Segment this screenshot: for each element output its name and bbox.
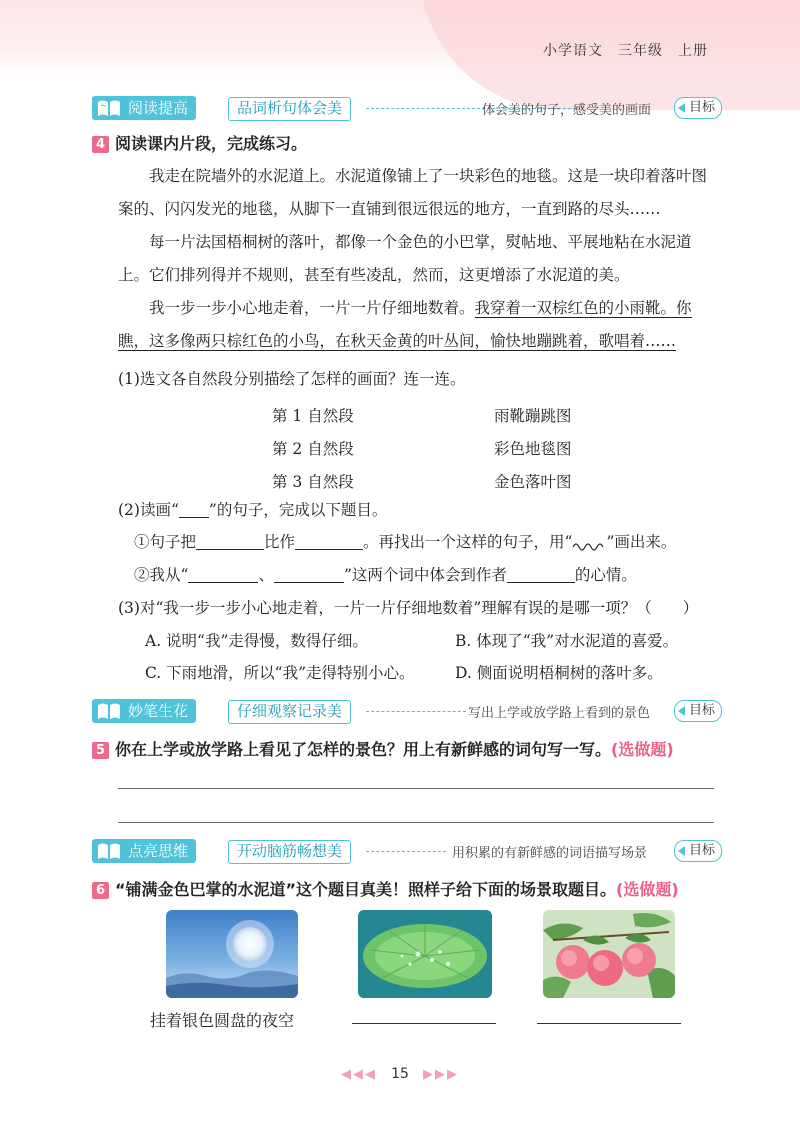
matching-left-column <box>272 400 354 499</box>
passage-paragraph-1: 我走在院墙外的水泥道上。水泥道像铺上了一块彩色的地毯。这是一块印着落叶图案的、闪闪发光的地毯，从脚下一直铺到很远很远的地方，一直到路的尽头…… <box>118 167 708 218</box>
section-tag <box>92 699 196 723</box>
dashed-divider <box>366 851 446 852</box>
goal-text: 用积累的有新鲜感的词语描写场景 <box>452 846 648 861</box>
peach-tree-picture <box>543 910 675 998</box>
section-tag-label: 点亮思维 <box>128 842 189 860</box>
goal-text: 体会美的句子，感受美的画面 <box>482 103 652 118</box>
subquestion-text: ”画出来。 <box>606 533 677 551</box>
subquestion-text: 、 <box>258 566 274 584</box>
match-left-item[interactable]: 第 2 自然段 <box>272 440 354 458</box>
subquestion-2 <box>118 498 387 520</box>
match-left-item[interactable]: 第 1 自然段 <box>272 407 354 425</box>
goal-badge: 目标 <box>674 97 722 119</box>
match-right-item[interactable]: 雨靴蹦跳图 <box>494 407 572 425</box>
question-number: 4 <box>92 136 109 153</box>
question-4-title <box>92 131 307 154</box>
optional-tag: (选做题) <box>611 740 674 759</box>
book-icon <box>96 841 122 861</box>
passage-paragraph-2: 每一片法国梧桐树的落叶，都像一个金色的小巴掌，熨帖地、平展地粘在水泥道上。它们排列得并不规则，甚至有些凌乱，然而，这更增添了水泥道的美。 <box>118 233 692 284</box>
answer-blank[interactable] <box>295 533 363 550</box>
section-tag <box>92 96 196 120</box>
answer-line[interactable] <box>537 1023 681 1024</box>
subquestion-1: (1)选文各自然段分别描绘了怎样的画面？连一连。 <box>118 370 466 388</box>
section-tag <box>92 839 196 863</box>
answer-blank[interactable] <box>188 566 258 583</box>
question-text: “铺满金色巴掌的水泥道”这个题目真美！照样子给下面的场景取题目。 <box>115 880 617 899</box>
lotus-leaf-picture <box>358 910 492 998</box>
matching-right-column <box>494 400 572 499</box>
wavy-line-icon <box>572 539 606 551</box>
passage-sentence: 我一步一步小心地走着，一片一片仔细地数着。 <box>149 299 475 317</box>
subquestion-2-1 <box>134 530 676 552</box>
page-footer <box>0 1066 800 1082</box>
match-left-item[interactable]: 第 3 自然段 <box>272 473 354 491</box>
answer-blank[interactable] <box>196 533 264 550</box>
section-subtitle: 开动脑筋畅想美 <box>228 840 351 864</box>
book-icon <box>96 98 122 118</box>
subquestion-3: (3)对“我一步一步小心地走着，一片一片仔细地数着”理解有误的是哪一项？（ ） <box>118 599 699 617</box>
match-right-item[interactable]: 金色落叶图 <box>494 473 572 491</box>
answer-blank[interactable] <box>507 566 575 583</box>
answer-blank[interactable] <box>274 566 344 583</box>
subquestion-2-text: (2)读画“ <box>118 501 179 519</box>
question-5-title <box>92 737 674 760</box>
dashed-divider <box>366 711 466 712</box>
goal-text: 写出上学或放学路上看到的景色 <box>468 706 651 721</box>
subquestion-text: 的心情。 <box>574 566 637 584</box>
question-number: 6 <box>92 882 109 899</box>
subquestion-2-2 <box>134 563 637 585</box>
page-number: 15 <box>391 1066 409 1082</box>
underlined-sentence: 我穿着一双棕红色的小雨靴。 <box>474 299 677 317</box>
question-6-title <box>92 877 679 900</box>
option-c[interactable]: C. 下雨地滑，所以“我”走得特别小心。 <box>145 664 415 682</box>
subquestion-text: 。再找出一个这样的句子，用“ <box>363 533 573 551</box>
underlined-sentence: 你瞧，这多像两只棕红色的小鸟，在秋天金黄的叶丛间，愉快地蹦跳着，歌唱着…… <box>118 299 692 350</box>
section-subtitle: 品词析句体会美 <box>228 97 351 121</box>
option-d[interactable]: D. 侧面说明梧桐树的落叶多。 <box>455 664 663 682</box>
goal-badge: 目标 <box>674 840 722 862</box>
section-subtitle: 仔细观察记录美 <box>228 700 351 724</box>
answer-line[interactable] <box>118 822 714 823</box>
goal-badge: 目标 <box>674 700 722 722</box>
answer-line[interactable] <box>118 788 714 789</box>
section-bar-reading <box>92 96 732 120</box>
answer-line[interactable] <box>352 1023 496 1024</box>
subquestion-text: ”这两个词中体会到作者 <box>343 566 507 584</box>
book-icon <box>96 701 122 721</box>
optional-tag: (选做题) <box>616 880 679 899</box>
passage-paragraph-3 <box>118 292 718 358</box>
option-b[interactable]: B. 体现了“我”对水泥道的喜爱。 <box>455 632 679 650</box>
question-number: 5 <box>92 742 109 759</box>
section-bar-writing <box>92 699 732 723</box>
grade-label: 小学语文 三年级 上册 <box>543 43 708 59</box>
match-right-item[interactable]: 彩色地毯图 <box>494 440 572 458</box>
section-tag-label: 阅读提高 <box>128 99 189 117</box>
right-arrows-icon: ▶▶▶ <box>423 1067 460 1082</box>
section-bar-thinking <box>92 839 732 863</box>
subquestion-text: ①句子把 <box>134 533 197 551</box>
example-caption: 挂着银色圆盘的夜空 <box>150 1011 295 1030</box>
option-a[interactable]: A. 说明“我”走得慢，数得仔细。 <box>145 632 368 650</box>
question-text: 你在上学或放学路上看见了怎样的景色？用上有新鲜感的词句写一写。 <box>115 740 612 759</box>
subquestion-2-text: ”的句子，完成以下题目。 <box>208 501 388 519</box>
left-arrows-icon: ◀◀◀ <box>340 1067 377 1082</box>
moon-night-picture <box>166 910 298 998</box>
question-text: 阅读课内片段，完成练习。 <box>115 134 308 153</box>
subquestion-text: ②我从“ <box>134 566 189 584</box>
underline-mark <box>179 501 209 518</box>
section-tag-label: 妙笔生花 <box>128 702 189 720</box>
subquestion-text: 比作 <box>264 533 296 551</box>
